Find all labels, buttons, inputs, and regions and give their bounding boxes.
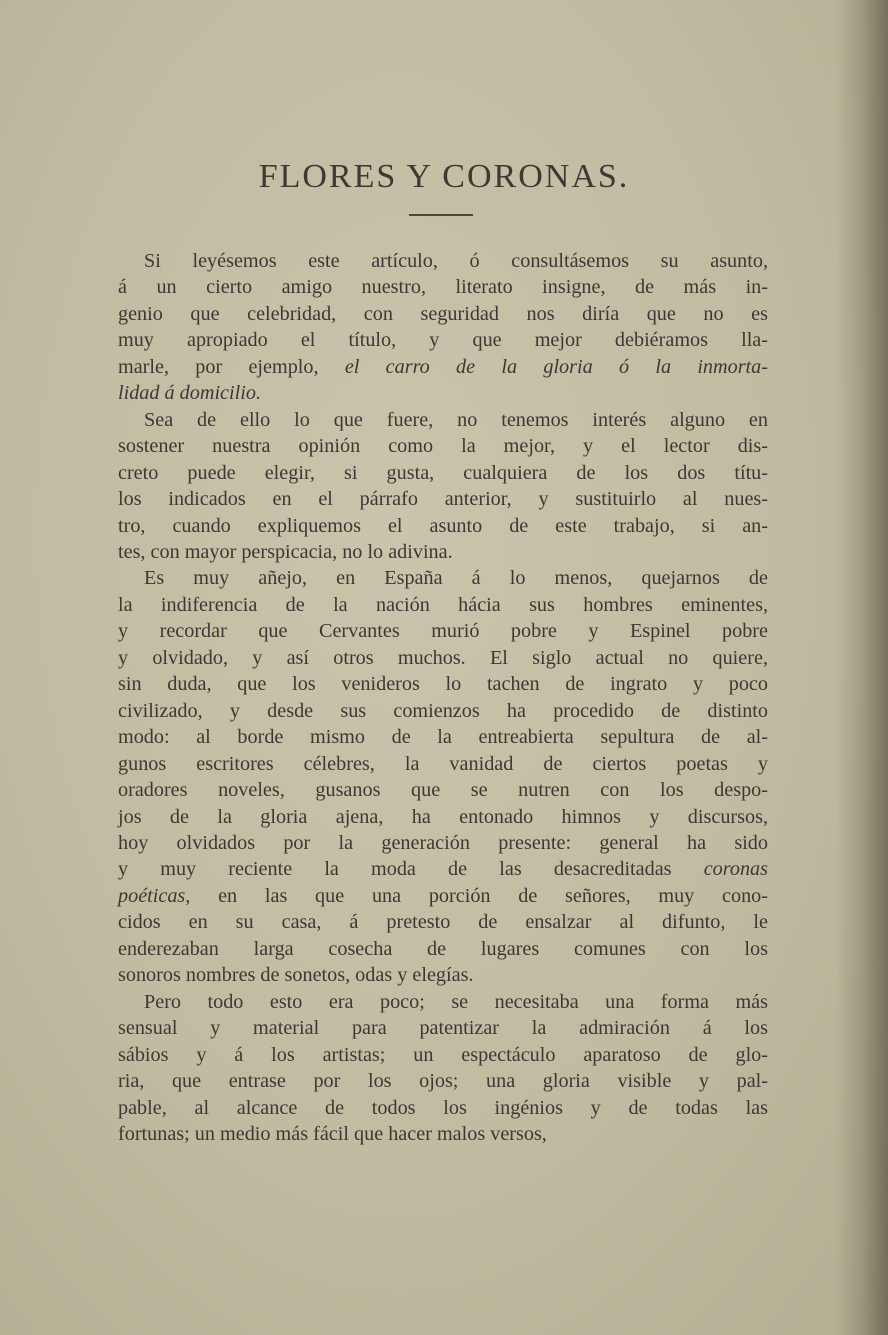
- text-line: [118, 856, 768, 882]
- text-line: sensual y material para patentizar la admiración á los: [118, 1017, 768, 1040]
- text-line: Pero todo esto era poco; se necesitaba una forma más: [144, 990, 768, 1013]
- text-line: los indicados en el párrafo anterior, y sustituirlo al nues-: [118, 488, 768, 511]
- text-line: muy apropiado el título, y que mejor debiéramos lla-: [118, 329, 768, 352]
- text-line: cidos en su casa, á pretesto de ensalzar al difunto, le: [118, 911, 768, 934]
- text-line: Sea de ello lo que fuere, no tenemos interés alguno en: [144, 408, 768, 431]
- text-segment: y muy reciente la moda de las desacreditadas: [118, 858, 704, 881]
- article-body: [118, 248, 768, 1147]
- text-line: tes, con mayor perspicacia, no lo adivina.: [118, 540, 453, 563]
- text-line: y recordar que Cervantes murió pobre y Espinel pobre: [118, 620, 768, 643]
- text-line: Es muy añejo, en España á lo menos, quejarnos de: [144, 567, 768, 590]
- text-line: sostener nuestra opinión como la mejor, y el lector dis-: [118, 435, 768, 458]
- title-rule: [409, 214, 473, 216]
- text-line: hoy olvidados por la generación presente: general ha sido: [118, 831, 768, 854]
- text-line: Si leyésemos este artículo, ó consultásemos su asunto,: [144, 250, 768, 272]
- text-line: fortunas; un medio más fácil que hacer malos versos,: [118, 1122, 547, 1145]
- text-line: genio que celebridad, con seguridad nos diría que no es: [118, 302, 768, 325]
- text-line: pable, al alcance de todos los ingénios y de todas las: [118, 1096, 768, 1119]
- text-line: la indiferencia de la nación hácia sus hombres eminentes,: [118, 593, 768, 616]
- text-line: sábios y á los artistas; un espectáculo aparatoso de glo-: [118, 1043, 768, 1066]
- text-line: á un cierto amigo nuestro, literato insigne, de más in-: [118, 276, 768, 299]
- text-line: tro, cuando expliquemos el asunto de este trabajo, si an-: [118, 514, 768, 537]
- text-line: creto puede elegir, si gusta, cualquiera de los dos títu-: [118, 461, 768, 484]
- text-line: [118, 354, 768, 380]
- text-line: sin duda, que los venideros lo tachen de ingrato y poco: [118, 673, 768, 696]
- text-line: modo: al borde mismo de la entreabierta sepultura de al-: [118, 726, 768, 749]
- text-line: [118, 380, 768, 406]
- italic-phrase: poéticas: [118, 884, 186, 907]
- text-segment: marle, por ejemplo,: [118, 355, 345, 378]
- text-line: jos de la gloria ajena, ha entonado himnos y discursos,: [118, 805, 768, 828]
- italic-phrase: lidad á domicilio.: [118, 382, 261, 405]
- text-line: sonoros nombres de sonetos, odas y elegías.: [118, 964, 474, 987]
- text-line: oradores noveles, gusanos que se nutren con los despo-: [118, 779, 768, 802]
- text-line: civilizado, y desde sus comienzos ha procedido de distinto: [118, 699, 768, 722]
- text-line: [118, 883, 768, 909]
- article-title: FLORES Y CORONAS.: [258, 158, 630, 195]
- text-line: gunos escritores célebres, la vanidad de ciertos poetas y: [118, 752, 768, 775]
- text-line: ria, que entrase por los ojos; una gloria visible y pal-: [118, 1070, 768, 1093]
- text-line: enderezaban larga cosecha de lugares comunes con los: [118, 937, 768, 960]
- italic-phrase: el carro de la gloria ó la inmorta-: [344, 355, 768, 378]
- italic-phrase: coronas: [703, 858, 768, 881]
- text-segment: , en las que una porción de señores, muy cono-: [185, 884, 768, 907]
- text-line: y olvidado, y así otros muchos. El siglo actual no quiere,: [118, 646, 768, 669]
